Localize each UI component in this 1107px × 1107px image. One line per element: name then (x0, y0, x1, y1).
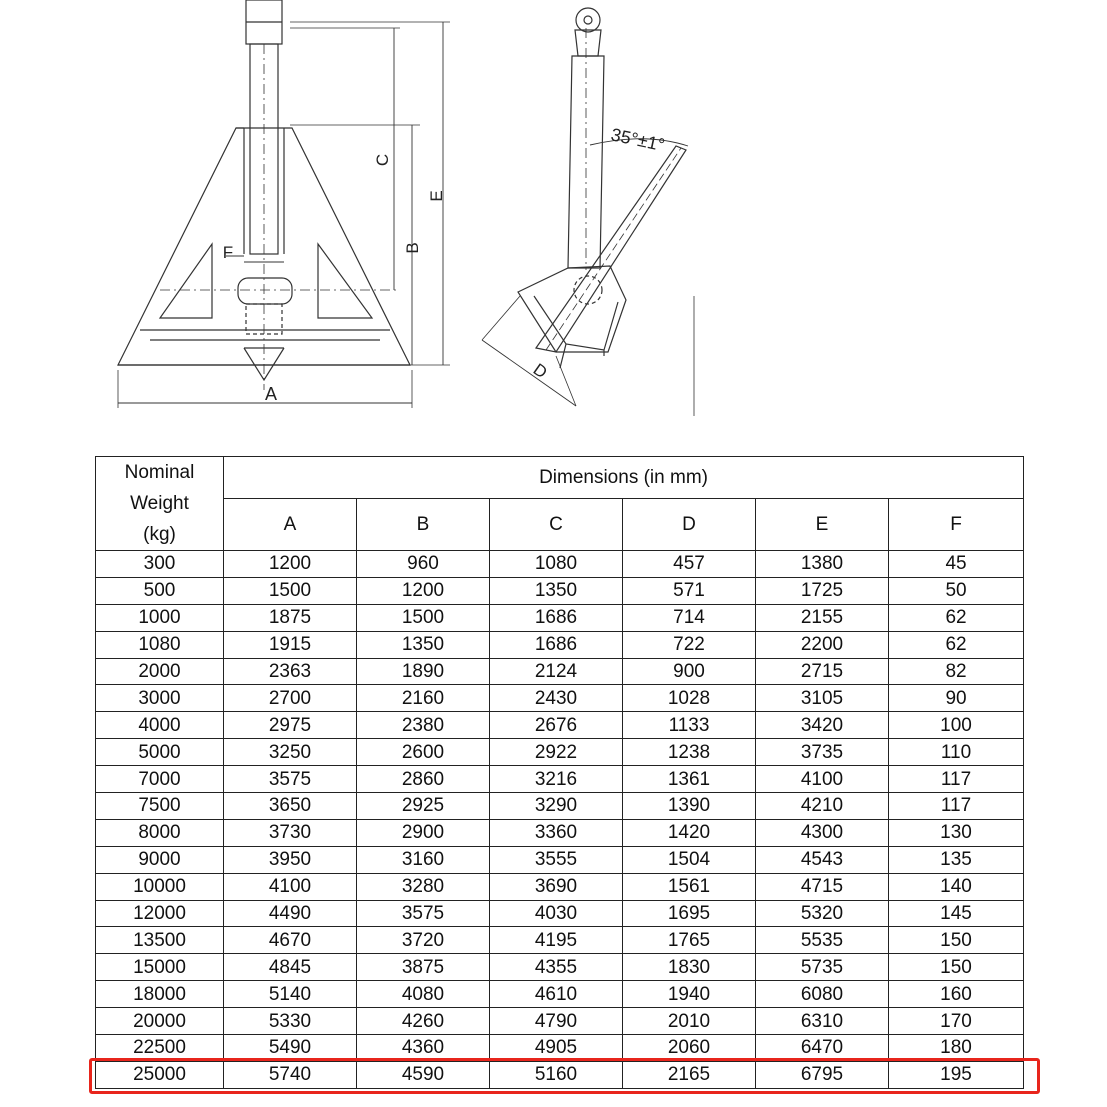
table-cell: 2060 (623, 1035, 756, 1062)
table-cell: 1200 (224, 551, 357, 578)
table-cell: 5740 (224, 1061, 357, 1088)
table-cell: 3290 (490, 793, 623, 820)
table-cell: 1725 (756, 577, 889, 604)
table-cell: 4670 (224, 927, 357, 954)
table-cell: 4715 (756, 873, 889, 900)
table-cell: 3105 (756, 685, 889, 712)
header-dimensions: Dimensions (in mm) (224, 457, 1024, 499)
table-cell: 7500 (96, 793, 224, 820)
table-cell: 50 (889, 577, 1024, 604)
table-cell: 3575 (224, 766, 357, 793)
table-cell: 62 (889, 631, 1024, 658)
side-fluke-body (518, 266, 626, 352)
table-row (96, 793, 1024, 820)
table-cell: 5160 (490, 1061, 623, 1088)
table-cell: 10000 (96, 873, 224, 900)
table-row (96, 739, 1024, 766)
table-cell: 1200 (357, 577, 490, 604)
table-cell: 3690 (490, 873, 623, 900)
header-col-c: C (490, 499, 623, 551)
table-cell: 5535 (756, 927, 889, 954)
table-cell: 571 (623, 577, 756, 604)
table-cell: 2160 (357, 685, 490, 712)
label-angle: 35°±1° (609, 124, 667, 156)
table-body (96, 551, 1024, 1089)
table-cell: 2900 (357, 819, 490, 846)
table-cell: 1500 (224, 577, 357, 604)
label-f: F (222, 243, 234, 262)
table-cell: 1890 (357, 658, 490, 685)
table-row (96, 819, 1024, 846)
header-weight-line-3: (kg) (143, 524, 176, 545)
table-row (96, 551, 1024, 578)
table-row (96, 577, 1024, 604)
table-cell: 82 (889, 658, 1024, 685)
table-row (96, 766, 1024, 793)
table-cell: 5320 (756, 900, 889, 927)
table-cell: 2922 (490, 739, 623, 766)
table-cell: 4790 (490, 1008, 623, 1035)
label-d: D (529, 359, 551, 383)
table-cell: 4080 (357, 981, 490, 1008)
table-cell: 3730 (224, 819, 357, 846)
table-cell: 4300 (756, 819, 889, 846)
table-cell: 140 (889, 873, 1024, 900)
table-cell: 5490 (224, 1035, 357, 1062)
table-cell: 714 (623, 604, 756, 631)
table-cell: 3216 (490, 766, 623, 793)
table-cell: 2676 (490, 712, 623, 739)
table-cell: 3875 (357, 954, 490, 981)
table-cell: 1390 (623, 793, 756, 820)
table-cell: 1875 (224, 604, 357, 631)
table-cell: 2363 (224, 658, 357, 685)
table-cell: 1940 (623, 981, 756, 1008)
table-cell: 1915 (224, 631, 357, 658)
table-cell: 6470 (756, 1035, 889, 1062)
table-cell: 6795 (756, 1061, 889, 1088)
table-row (96, 658, 1024, 685)
table-cell: 1695 (623, 900, 756, 927)
table-cell: 2600 (357, 739, 490, 766)
table-cell: 9000 (96, 846, 224, 873)
table-cell: 500 (96, 577, 224, 604)
table-row (96, 873, 1024, 900)
table-cell: 3250 (224, 739, 357, 766)
table-cell: 5000 (96, 739, 224, 766)
table-cell: 4100 (224, 873, 357, 900)
header-col-f: F (889, 499, 1024, 551)
table-row (96, 604, 1024, 631)
table-cell: 150 (889, 954, 1024, 981)
table-cell: 15000 (96, 954, 224, 981)
table-cell: 2380 (357, 712, 490, 739)
table-cell: 90 (889, 685, 1024, 712)
front-right-wedge (318, 244, 372, 318)
table-cell: 900 (623, 658, 756, 685)
side-fluke-arm (536, 146, 686, 352)
front-crown (238, 278, 292, 304)
table-cell: 4360 (357, 1035, 490, 1062)
table-cell: 1380 (756, 551, 889, 578)
table-cell: 4260 (357, 1008, 490, 1035)
table-cell: 45 (889, 551, 1024, 578)
table-cell: 2124 (490, 658, 623, 685)
table-cell: 1080 (96, 631, 224, 658)
highlight-box (89, 1058, 1040, 1094)
table-cell: 180 (889, 1035, 1024, 1062)
table-cell: 22500 (96, 1035, 224, 1062)
table-cell: 25000 (96, 1061, 224, 1088)
table-cell: 2975 (224, 712, 357, 739)
header-col-b: B (357, 499, 490, 551)
table-cell: 3555 (490, 846, 623, 873)
table-row (96, 1008, 1024, 1035)
table-cell: 4845 (224, 954, 357, 981)
table-cell: 6310 (756, 1008, 889, 1035)
table-cell: 3720 (357, 927, 490, 954)
front-view (118, 0, 450, 408)
table-cell: 1561 (623, 873, 756, 900)
label-b: B (403, 242, 422, 254)
table-cell: 117 (889, 766, 1024, 793)
table-row (96, 981, 1024, 1008)
table-cell: 8000 (96, 819, 224, 846)
table-cell: 3160 (357, 846, 490, 873)
table-cell: 457 (623, 551, 756, 578)
table-cell: 62 (889, 604, 1024, 631)
table-cell: 2715 (756, 658, 889, 685)
table-cell: 1133 (623, 712, 756, 739)
table-cell: 195 (889, 1061, 1024, 1088)
table-cell: 7000 (96, 766, 224, 793)
side-shackle (576, 8, 600, 32)
table-cell: 145 (889, 900, 1024, 927)
table-cell: 1361 (623, 766, 756, 793)
table-cell: 4905 (490, 1035, 623, 1062)
anchor-drawing (0, 0, 1107, 420)
header-nominal-weight (96, 457, 224, 551)
table-cell: 110 (889, 739, 1024, 766)
header-weight-line-1: Nominal (124, 462, 195, 483)
table-cell: 1765 (623, 927, 756, 954)
table-cell: 2700 (224, 685, 357, 712)
table-cell: 1500 (357, 604, 490, 631)
table-cell: 170 (889, 1008, 1024, 1035)
header-weight-line-2: Weight (130, 493, 189, 514)
table-cell: 13500 (96, 927, 224, 954)
table-cell: 117 (889, 793, 1024, 820)
table-row (96, 631, 1024, 658)
table-cell: 3735 (756, 739, 889, 766)
table-cell: 2000 (96, 658, 224, 685)
table-cell: 4000 (96, 712, 224, 739)
table-cell: 1028 (623, 685, 756, 712)
label-a: A (264, 384, 278, 404)
table-cell: 18000 (96, 981, 224, 1008)
table-cell: 2860 (357, 766, 490, 793)
table-cell: 6080 (756, 981, 889, 1008)
table-cell: 3950 (224, 846, 357, 873)
table-cell: 4355 (490, 954, 623, 981)
table-cell: 2165 (623, 1061, 756, 1088)
table-cell: 3000 (96, 685, 224, 712)
table-cell: 4590 (357, 1061, 490, 1088)
table-cell: 20000 (96, 1008, 224, 1035)
dimensions-table (95, 456, 1024, 1089)
table-cell: 1420 (623, 819, 756, 846)
table-cell: 130 (889, 819, 1024, 846)
table-cell: 4543 (756, 846, 889, 873)
table-cell: 3420 (756, 712, 889, 739)
table-cell: 100 (889, 712, 1024, 739)
table-cell: 2200 (756, 631, 889, 658)
label-c: C (373, 153, 392, 167)
table-cell: 1350 (490, 577, 623, 604)
front-left-wedge (160, 244, 212, 318)
table-cell: 960 (357, 551, 490, 578)
table-cell: 1686 (490, 631, 623, 658)
table-cell: 4490 (224, 900, 357, 927)
table-cell: 2430 (490, 685, 623, 712)
table-cell: 2010 (623, 1008, 756, 1035)
table-cell: 4030 (490, 900, 623, 927)
table-cell: 5735 (756, 954, 889, 981)
label-e: E (427, 190, 446, 202)
table-cell: 1080 (490, 551, 623, 578)
table-cell: 1830 (623, 954, 756, 981)
table-cell: 1000 (96, 604, 224, 631)
table-cell: 3280 (357, 873, 490, 900)
table-cell: 150 (889, 927, 1024, 954)
header-col-e: E (756, 499, 889, 551)
table-cell: 3650 (224, 793, 357, 820)
table-cell: 4100 (756, 766, 889, 793)
table-cell: 4210 (756, 793, 889, 820)
table-cell: 160 (889, 981, 1024, 1008)
table-row (96, 954, 1024, 981)
table-cell: 1504 (623, 846, 756, 873)
table-cell: 300 (96, 551, 224, 578)
table-cell: 1238 (623, 739, 756, 766)
table-row (96, 900, 1024, 927)
table-cell: 722 (623, 631, 756, 658)
table-cell: 1686 (490, 604, 623, 631)
table-cell: 1350 (357, 631, 490, 658)
table-cell: 4610 (490, 981, 623, 1008)
table-row (96, 712, 1024, 739)
table-cell: 12000 (96, 900, 224, 927)
table-row (96, 846, 1024, 873)
table-cell: 3360 (490, 819, 623, 846)
side-view (482, 8, 694, 416)
header-col-a: A (224, 499, 357, 551)
table-cell: 5330 (224, 1008, 357, 1035)
table-cell: 2155 (756, 604, 889, 631)
table-cell: 2925 (357, 793, 490, 820)
table-cell: 135 (889, 846, 1024, 873)
table-cell: 4195 (490, 927, 623, 954)
table-row (96, 685, 1024, 712)
table-row (96, 927, 1024, 954)
header-col-d: D (623, 499, 756, 551)
table-cell: 3575 (357, 900, 490, 927)
table-cell: 5140 (224, 981, 357, 1008)
